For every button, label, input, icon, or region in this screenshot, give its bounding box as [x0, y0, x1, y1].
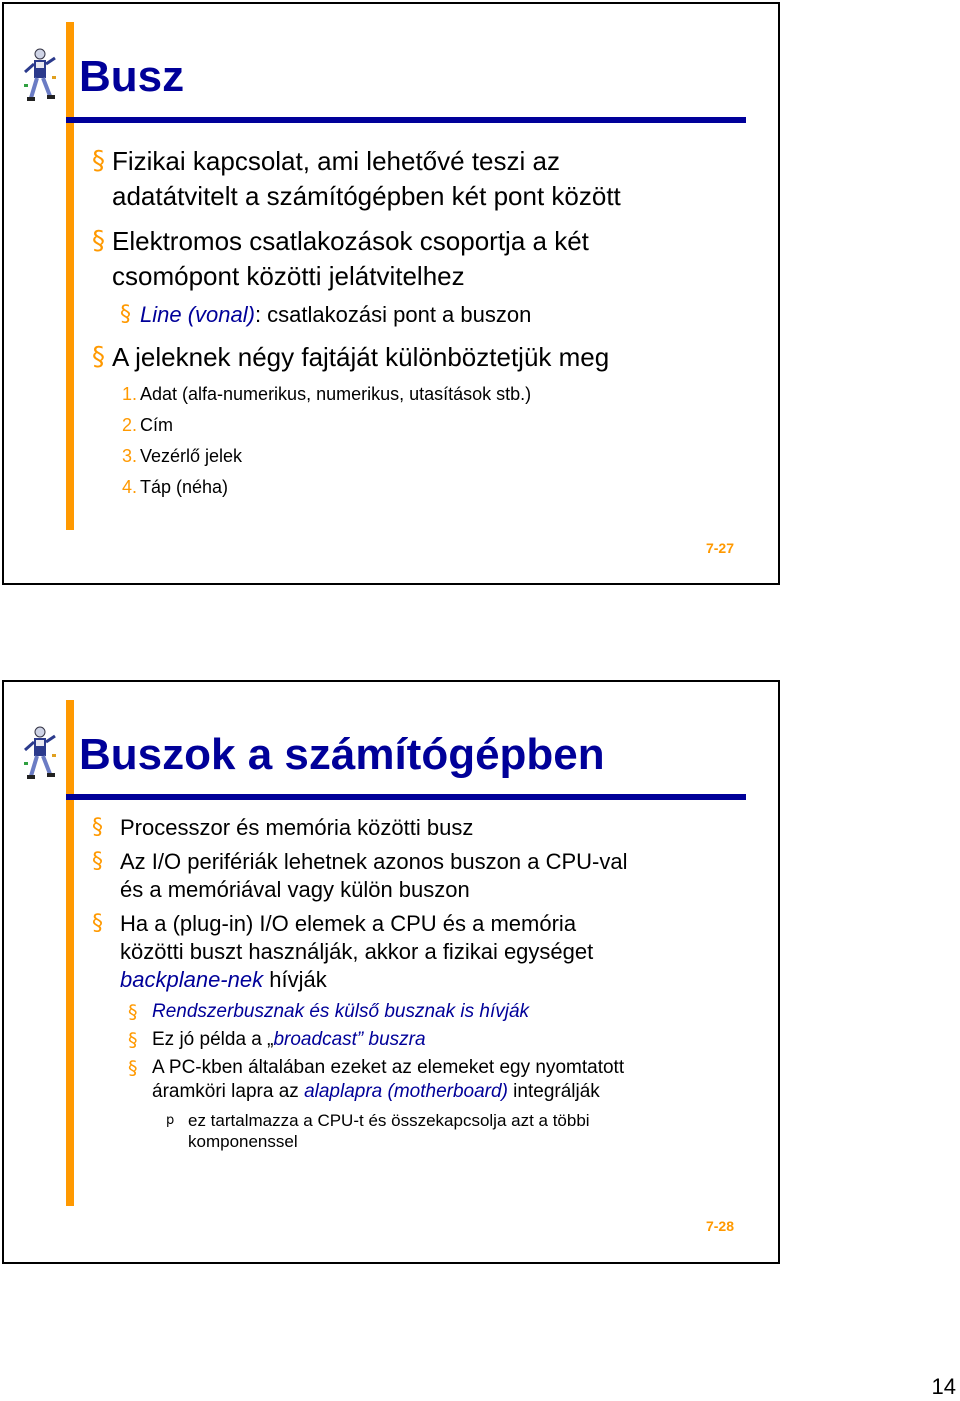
bullet-item: § Processzor és memória közötti busz: [92, 815, 474, 840]
bullet-icon: §: [128, 1001, 138, 1023]
sub-bullet-item: § Line (vonal): csatlakozási pont a buszon: [120, 300, 531, 330]
document-page-number: 14: [931, 1374, 956, 1399]
bullet-icon: §: [128, 1057, 138, 1079]
dancing-figure-logo-icon: [22, 46, 58, 106]
bullet-icon: §: [92, 815, 103, 840]
bullet-icon: §: [92, 226, 105, 256]
numbered-item: 4. Táp (néha): [122, 477, 229, 497]
dancing-figure-logo-icon: [22, 724, 58, 784]
slide-title: Busz: [79, 52, 185, 101]
sub-bullet-item: § Ez jó példa a „broadcast” buszra: [128, 1029, 426, 1051]
sub-bullet-item: § A PC-kben általában ezeket az elemeket egy nyomtatott áramköri lapra az alaplapra (motherboard) integrálják: [128, 1057, 625, 1102]
slide-7-27: [2, 2, 780, 585]
bullet-item: § Elektromos csatlakozások csoportja a két csomópont közötti jelátvitelhez: [92, 226, 589, 291]
orange-vertical-bar: [66, 700, 74, 1206]
bullet-item: § Fizikai kapcsolat, ami lehetővé teszi az adatátvitelt a számítógépben két pont között: [92, 146, 621, 211]
bullet-icon: p: [166, 1113, 175, 1128]
bullet-icon: §: [92, 146, 105, 176]
bullet-item: § Ha a (plug-in) I/O elemek a CPU és a memória közötti buszt használják, akkor a fizikai egységet backplane-nek hívják: [92, 911, 594, 992]
bullet-item: § A jeleknek négy fajtáját különböztetjük meg: [92, 340, 609, 375]
orange-vertical-bar: [66, 22, 74, 530]
numbered-item: 2. Cím: [122, 415, 173, 435]
bullet-icon: §: [92, 342, 105, 372]
bullet-icon: §: [92, 911, 103, 936]
slide-7-28: [2, 680, 780, 1264]
sub-bullet-item: § Rendszerbusznak és külső busznak is hívják: [128, 1001, 530, 1023]
bullet-item: § Az I/O perifériák lehetnek azonos buszon a CPU-val és a memóriával vagy külön buszon: [92, 849, 628, 902]
slide-page-number: 7-28: [705, 1218, 734, 1234]
slide-page-number: 7-27: [705, 540, 734, 556]
bullet-icon: §: [120, 302, 131, 327]
numbered-item: 3. Vezérlő jelek: [122, 446, 243, 466]
sub-sub-bullet-item: p ez tartalmazza a CPU-t és összekapcsolja azt a többi komponenssel: [166, 1111, 590, 1151]
numbered-item: 1. Adat (alfa-numerikus, numerikus, utasítások stb.): [122, 384, 532, 404]
bullet-icon: §: [128, 1029, 138, 1051]
slide-title: Buszok a számítógépben: [79, 730, 605, 779]
title-underline: [66, 794, 746, 800]
bullet-icon: §: [92, 849, 103, 874]
title-underline: [66, 117, 746, 123]
